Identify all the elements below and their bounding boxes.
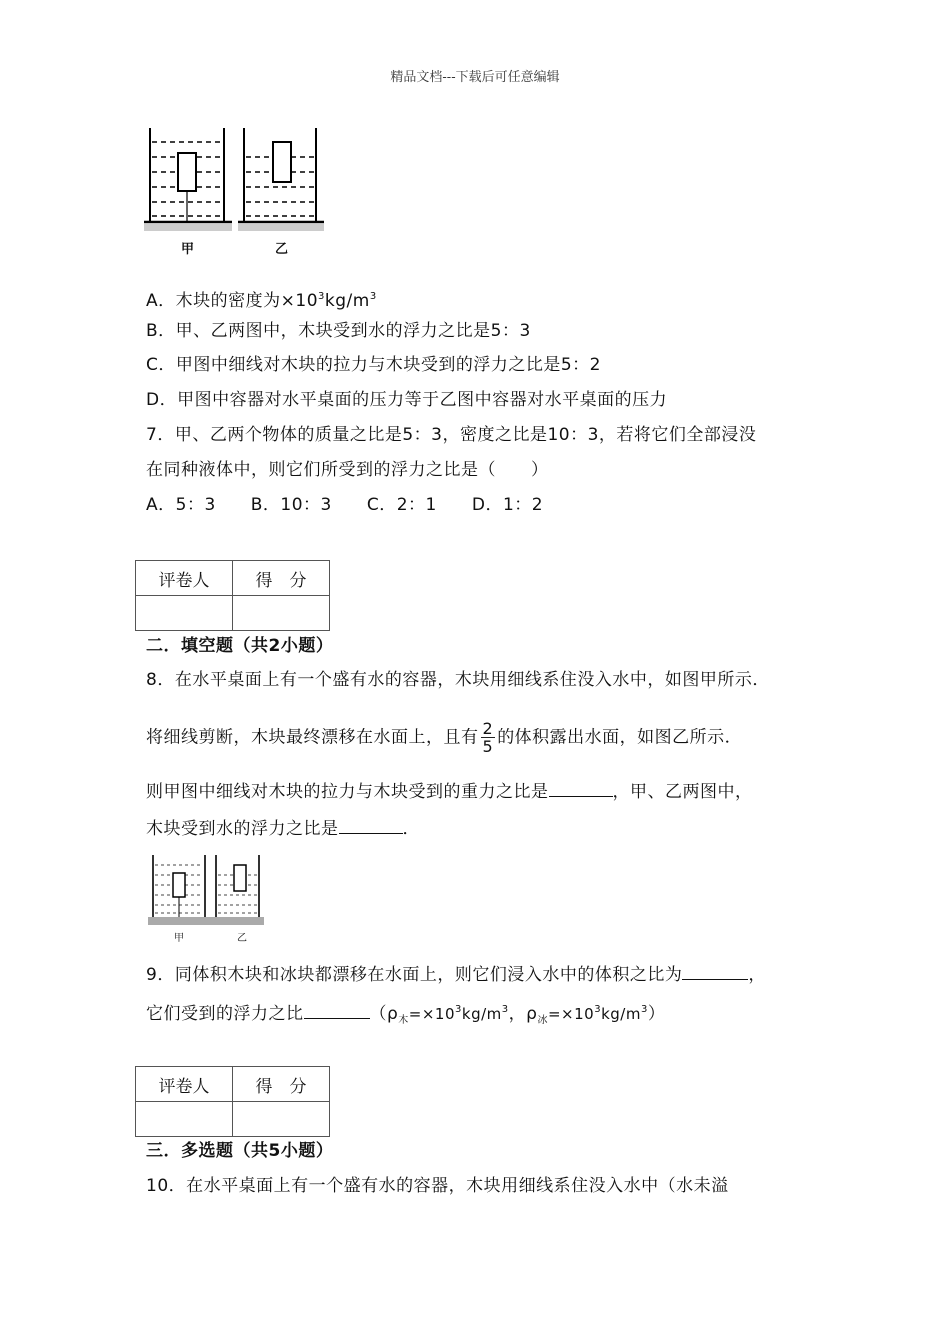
q6-option-a [146,286,377,312]
q7-line-1: 7．甲、乙两个物体的质量之比是5：3，密度之比是10：3，若将它们全部浸没 [146,425,757,445]
q9-blank-1[interactable] [682,965,748,980]
score-table-1-cell [233,596,330,631]
q8-line-4 [146,818,420,840]
q10-line-1: 10．在水平桌面上有一个盛有水的容器，木块用细线系住没入水中（水未溢 [146,1176,729,1196]
q7-options: A．5：3 B．10：3 C．2：1 D．1：2 [146,495,544,515]
figure-2-svg [146,853,266,945]
section-2-title: 二．填空题（共2小题） [146,636,334,656]
q8-blank-2[interactable] [339,819,403,834]
q8-blank-1[interactable] [549,782,613,797]
q9-unit-b: kg/m [601,1005,641,1023]
q8-fraction [481,720,496,755]
q6-option-b: B．甲、乙两图中，木块受到水的浮力之比是5：3 [146,321,531,341]
q8-line-3-post: ，甲、乙两图中， [612,782,753,802]
q9-line-1-pre: 9．同体积木块和冰块都漂移在水面上，则它们浸入水中的体积之比为 [146,965,683,985]
score-table-2-cell [136,1102,233,1137]
score-table-2-cell [233,1102,330,1137]
q9-line-2 [146,999,665,1032]
q8-line-2-post: 的体积露出水面，如图乙所示． [497,727,743,748]
score-table-2-col1: 评卷人 [136,1067,233,1102]
score-table-2-col2: 得 分 [233,1067,330,1102]
figure-1-svg [140,124,340,259]
q8-line-2-pre: 将细线剪断，木块最终漂移在水面上，且有 [146,727,479,748]
q9-close: ） [647,1004,666,1024]
q9-rho-wood-sub: 木 [398,1015,409,1026]
figure-containers-2 [146,853,266,945]
q7-line-2: 在同种液体中，则它们所受到的浮力之比是（ ） [146,460,549,480]
q6-option-a-unit: kg/m [324,291,370,311]
q6-option-a-sup1: 3 [318,291,325,302]
figure-containers-1 [140,124,340,259]
score-table-1-col1: 评卷人 [136,561,233,596]
score-table-2 [135,1066,330,1137]
q8-line-4-pre: 木块受到水的浮力之比是 [146,819,339,839]
q9-rho-ice-val: =×10 [547,1005,595,1023]
q9-line-2-pre: 它们受到的浮力之比 [146,1004,304,1024]
q9-rho-wood-val: =×10 [408,1005,456,1023]
q9-unit-a: kg/m [461,1005,502,1023]
q6-option-a-text: A．木块的密度为×10 [146,291,319,311]
q9-line-1 [146,964,766,986]
q8-fraction-num: 2 [482,719,494,738]
figure-2-label-right: 乙 [237,933,247,944]
score-table-1-col2: 得 分 [233,561,330,596]
page-header: 精品文档---下载后可任意编辑 [390,70,560,85]
figure-1-label-right: 乙 [275,242,289,257]
figure-2-label-left: 甲 [174,933,184,944]
q6-option-c: C．甲图中细线对木块的拉力与木块受到的浮力之比是5：2 [146,355,602,375]
q9-blank-2[interactable] [304,1004,370,1019]
q9-sup-c: 3 [594,1004,602,1015]
q8-line-1: 8．在水平桌面上有一个盛有水的容器，木块用细线系住没入水中，如图甲所示． [146,670,770,690]
q9-sup-d: 3 [640,1004,648,1015]
q8-line-3-pre: 则甲图中细线对木块的拉力与木块受到的重力之比是 [146,782,549,802]
q6-option-d: D．甲图中容器对水平桌面的压力等于乙图中容器对水平桌面的压力 [146,390,668,410]
q9-line-1-post: ， [748,965,766,985]
score-table-1 [135,560,330,631]
q8-line-2 [146,720,742,755]
q8-fraction-den: 5 [482,737,494,756]
q9-rho-wood: （ρ [369,1004,399,1024]
q6-option-a-sup2: 3 [369,291,377,302]
q9-rho-ice-sub: 冰 [537,1015,548,1026]
score-table-1-cell [136,596,233,631]
figure-1-label-left: 甲 [181,242,195,257]
q9-sup-b: 3 [501,1004,509,1015]
q8-line-3 [146,781,753,803]
q9-sup-a: 3 [455,1004,462,1015]
section-3-title: 三．多选题（共5小题） [146,1141,334,1161]
q8-line-4-post: ． [402,819,420,839]
q9-sep: ，ρ [508,1004,538,1024]
